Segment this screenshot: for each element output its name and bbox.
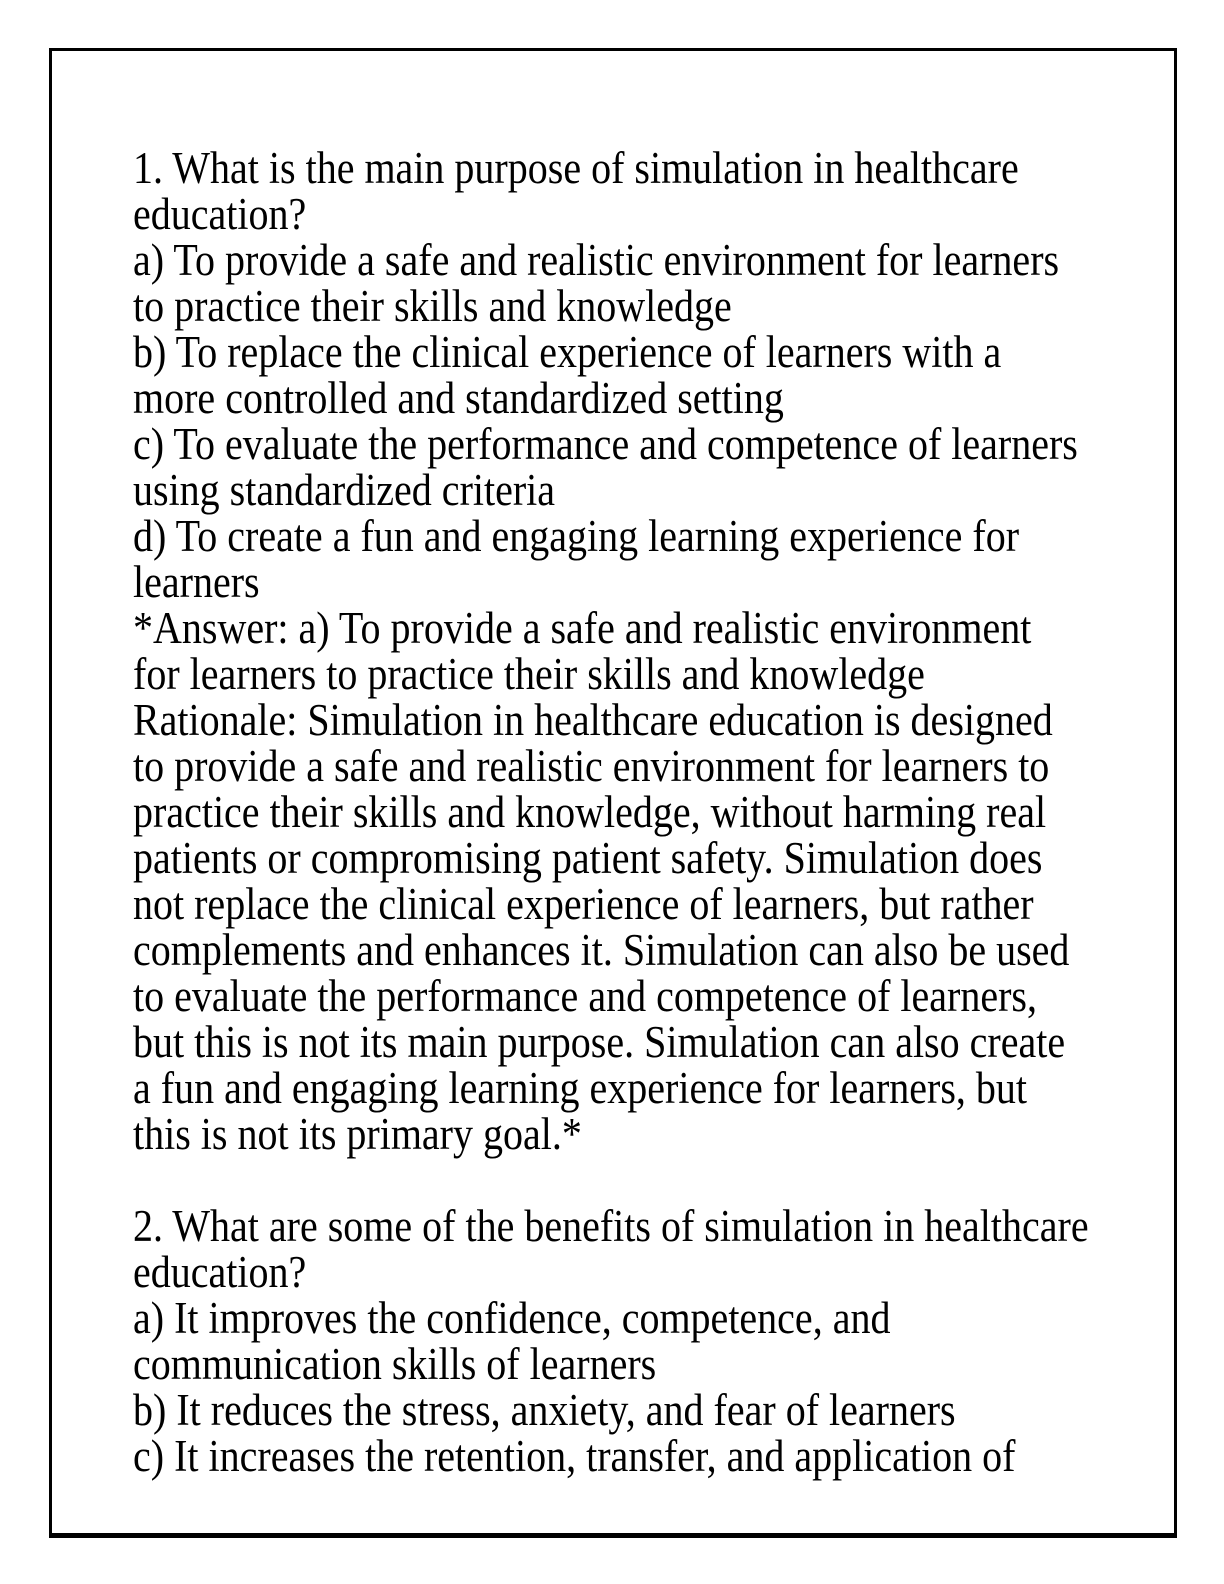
- text-line: education?: [133, 187, 307, 240]
- text-line: c) It increases the retention, transfer, and application of: [133, 1429, 1016, 1482]
- text-line: c) To evaluate the performance and competence of learners: [133, 417, 1078, 470]
- text-line: Rationale: Simulation in healthcare education is designed: [133, 693, 1053, 746]
- text-line: more controlled and standardized setting: [133, 371, 784, 424]
- text-line: not replace the clinical experience of learners, but rather: [133, 877, 1034, 930]
- text-line: d) To create a fun and engaging learning experience for: [133, 509, 1020, 562]
- text-line: b) To replace the clinical experience of learners with a: [133, 325, 1002, 378]
- text-line: a) It improves the confidence, competence, and: [133, 1291, 891, 1344]
- document-text: [133, 141, 1133, 1482]
- text-line: complements and enhances it. Simulation can also be used: [133, 923, 1070, 976]
- text-line: 1. What is the main purpose of simulation in healthcare: [133, 141, 1019, 194]
- question-2-block: [133, 1199, 1133, 1482]
- text-line: for learners to practice their skills and knowledge: [133, 647, 925, 700]
- text-line: but this is not its main purpose. Simulation can also create: [133, 1015, 1066, 1068]
- text-line: learners: [133, 555, 260, 608]
- text-line: communication skills of learners: [133, 1337, 657, 1390]
- text-line: education?: [133, 1245, 307, 1298]
- text-line: using standardized criteria: [133, 463, 556, 516]
- text-line: a) To provide a safe and realistic environment for learners: [133, 233, 1060, 286]
- question-1-block: [133, 141, 1133, 1160]
- text-line: 2. What are some of the benefits of simulation in healthcare: [133, 1199, 1089, 1252]
- text-line: to practice their skills and knowledge: [133, 279, 732, 332]
- text-line: patients or compromising patient safety. Simulation does: [133, 831, 1043, 884]
- text-line: *Answer: a) To provide a safe and realistic environment: [133, 601, 1032, 654]
- text-line: a fun and engaging learning experience for learners, but: [133, 1061, 1028, 1114]
- text-line: to provide a safe and realistic environment for learners to: [133, 739, 1050, 792]
- text-line: b) It reduces the stress, anxiety, and fear of learners: [133, 1383, 956, 1436]
- text-line: to evaluate the performance and competence of learners,: [133, 969, 1037, 1022]
- text-line: this is not its primary goal.*: [133, 1107, 582, 1160]
- text-line: practice their skills and knowledge, without harming real: [133, 785, 1047, 838]
